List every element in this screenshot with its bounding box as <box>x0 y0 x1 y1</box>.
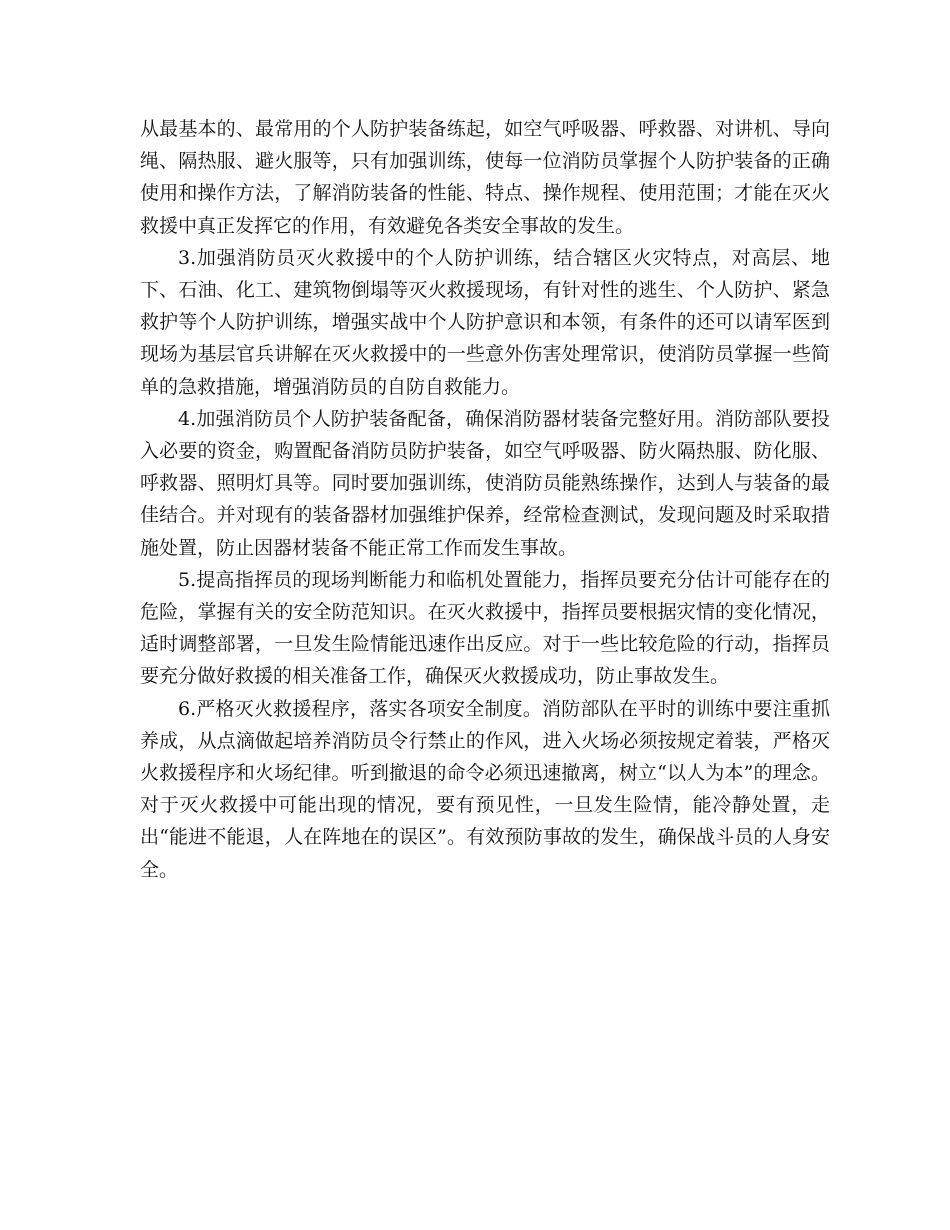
document-body <box>140 113 830 886</box>
paragraph-item-3: 3.加强消防员灭火救援中的个人防护训练，结合辖区火灾特点，对高层、地下、石油、化工、建筑物倒塌等灭火救援现场，有针对性的逃生、个人防护、紧急救护等个人防护训练，增强实战中个人防护意识和本领，有条件的还可以请军医到现场为基层官兵讲解在灭火救援中的一些意外伤害处理常识，使消防员掌握一些简单的急救措施，增强消防员的自防自救能力。 <box>140 246 830 398</box>
paragraph-item-6: 6.严格灭火救援程序，落实各项安全制度。消防部队在平时的训练中要注重抓养成，从点滴做起培养消防员令行禁止的作风，进入火场必须按规定着装，严格灭火救援程序和火场纪律。听到撤退的命令必须迅速撤离，树立“以人为本”的理念。对于灭火救援中可能出现的情况，要有预见性，一旦发生险情，能冷静处置，走出“能进不能退，人在阵地在的误区”。有效预防事故的发生，确保战斗员的人身安全。 <box>140 697 830 881</box>
paragraph-continuation: 从最基本的、最常用的个人防护装备练起，如空气呼吸器、呼救器、对讲机、导向绳、隔热服、避火服等，只有加强训练，使每一位消防员掌握个人防护装备的正确使用和操作方法，了解消防装备的性能、特点、操作规程、使用范围；才能在灭火救援中真正发挥它的作用，有效避免各类安全事故的发生。 <box>140 118 830 237</box>
paragraph-item-4: 4.加强消防员个人防护装备配备，确保消防器材装备完整好用。消防部队要投入必要的资金，购置配备消防员防护装备，如空气呼吸器、防火隔热服、防化服、呼救器、照明灯具等。同时要加强训练，使消防员能熟练操作，达到人与装备的最佳结合。并对现有的装备器材加强维护保养，经常检查测试，发现问题及时采取措施处置，防止因器材装备不能正常工作而发生事故。 <box>140 407 830 559</box>
paragraph-item-5: 5.提高指挥员的现场判断能力和临机处置能力，指挥员要充分估计可能存在的危险，掌握有关的安全防范知识。在灭火救援中，指挥员要根据灾情的变化情况，适时调整部署，一旦发生险情能迅速作出反应。对于一些比较危险的行动，指挥员要充分做好救援的相关准备工作，确保灭火救援成功，防止事故发生。 <box>140 568 830 688</box>
